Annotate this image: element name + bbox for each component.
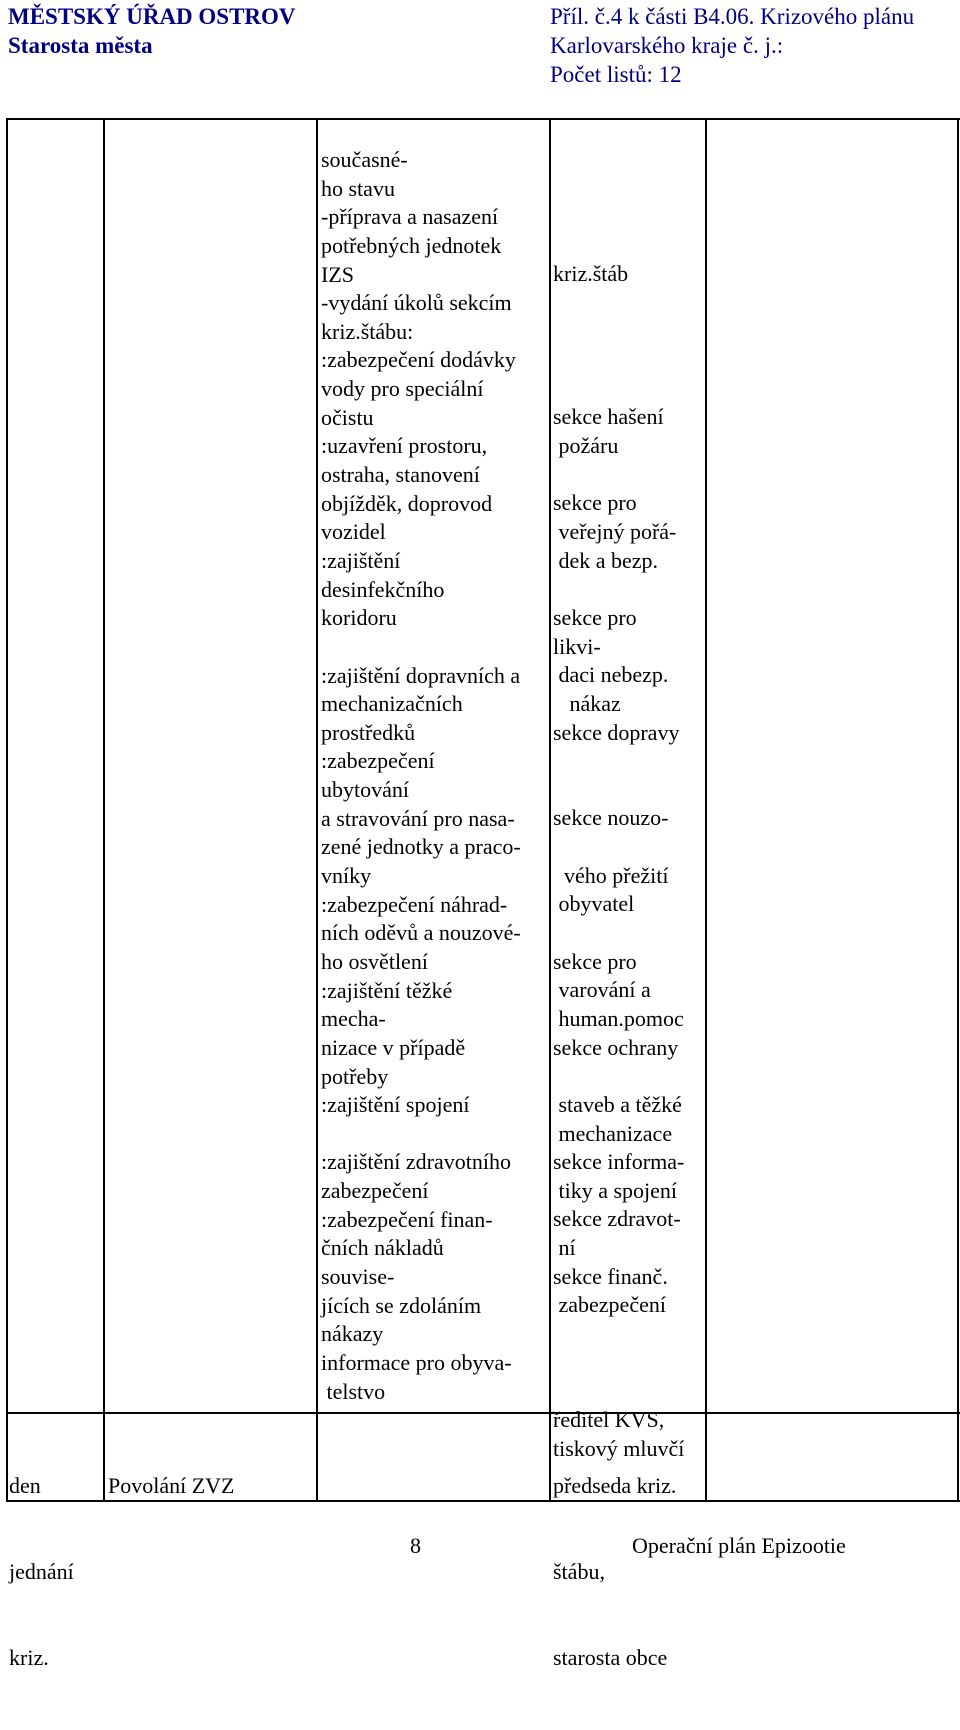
office-name: MĚSTSKÝ ÚŘAD OSTROV xyxy=(8,4,296,29)
responsible-line: štábu, xyxy=(553,1559,605,1585)
last-row-responsible-cell xyxy=(553,1415,676,1730)
responsible-line xyxy=(553,1320,684,1349)
activity-line: zené jednotky a praco- xyxy=(321,834,521,860)
responsible-line xyxy=(553,318,684,347)
responsible-line: požáru xyxy=(553,433,619,459)
activity-line: a stravování pro nasa- xyxy=(321,805,515,831)
activity-line: :zajištění dopravních a xyxy=(321,662,521,688)
responsible-line xyxy=(553,1377,684,1406)
responsible-line: vého přežití xyxy=(553,862,669,888)
responsible-line: sekce finanč. xyxy=(553,1263,668,1289)
activity-line: vody pro speciální xyxy=(321,376,484,402)
office-role: Starosta města xyxy=(8,33,153,58)
responsible-line: human.pomoc xyxy=(553,1005,684,1031)
col-border-3 xyxy=(549,118,551,1502)
responsible-line: obyvatel xyxy=(553,891,635,917)
col-border-5 xyxy=(957,118,959,1502)
activity-line: ních oděvů a nouzové- xyxy=(321,920,521,946)
activity-line: -vydání úkolů sekcím xyxy=(321,290,512,316)
responsible-line xyxy=(553,375,684,404)
attachment-ref: Příl. č.4 k části B4.06. Krizového plánu xyxy=(550,4,915,29)
responsible-line: sekce ochrany xyxy=(553,1034,679,1060)
activity-line: koridoru xyxy=(321,605,397,631)
activity-line: prostředků xyxy=(321,719,416,745)
activity-line: ho osvětlení xyxy=(321,948,428,974)
responsible-line: starosta obce xyxy=(553,1645,668,1671)
activity-line xyxy=(321,1120,521,1149)
responsible-line xyxy=(553,776,684,805)
activity-line xyxy=(321,633,521,662)
col-border-4 xyxy=(705,118,707,1502)
responsible-line xyxy=(553,232,684,261)
responsible-line: zabezpečení xyxy=(553,1292,666,1318)
activity-line: kriz.štábu: xyxy=(321,318,414,344)
responsible-line xyxy=(553,575,684,604)
responsible-line: mechanizace xyxy=(553,1120,673,1146)
activity-line: :zajištění xyxy=(321,547,401,573)
page-number: 8 xyxy=(410,1533,421,1558)
responsible-line: sekce dopravy xyxy=(553,719,680,745)
responsible-line: sekce zdravot- xyxy=(553,1206,681,1232)
activity-line: mechanizačních xyxy=(321,691,463,717)
last-row-task-cell xyxy=(108,1415,235,1558)
activity-line: jících se zdoláním xyxy=(321,1292,482,1318)
activity-line: :zabezpečení xyxy=(321,748,435,774)
time-line: jednání xyxy=(9,1559,74,1585)
responsible-line: sekce nouzo- xyxy=(553,805,669,831)
responsible-line xyxy=(553,1349,684,1378)
responsible-line: varování a xyxy=(553,977,651,1003)
responsible-line xyxy=(553,919,684,948)
last-row-time-cell xyxy=(9,1415,74,1730)
region-ref: Karlovarského kraje č. j.: xyxy=(550,33,784,58)
responsible-line: dek a bezp. xyxy=(553,547,659,573)
responsible-line: ředitel KVS, xyxy=(553,1406,665,1432)
activity-line: nizace v případě xyxy=(321,1034,466,1060)
responsible-line: daci nebezp. xyxy=(553,662,669,688)
col-border-0 xyxy=(6,118,8,1502)
responsible-line: sekce pro xyxy=(553,490,637,516)
responsible-line: tiskový mluvčí xyxy=(553,1435,685,1461)
responsible-line: ní xyxy=(553,1235,576,1261)
responsible-line: sekce pro xyxy=(553,948,637,974)
activity-line: mecha- xyxy=(321,1006,386,1032)
activity-line: vozidel xyxy=(321,519,386,545)
activity-line: desinfekčního xyxy=(321,576,445,602)
activity-column xyxy=(321,146,521,1406)
activity-line: IZS xyxy=(321,261,354,287)
activity-line: potřeby xyxy=(321,1063,389,1089)
activity-line: objížděk, doprovod xyxy=(321,490,493,516)
time-line: den xyxy=(9,1473,41,1499)
responsible-line xyxy=(553,833,684,862)
activity-line: ubytování xyxy=(321,777,409,803)
activity-line: očistu xyxy=(321,404,374,430)
activity-line: současné- xyxy=(321,147,408,172)
responsible-line: likvi- xyxy=(553,633,601,659)
activity-line: :zabezpečení finan- xyxy=(321,1206,493,1232)
activity-line: čních nákladů xyxy=(321,1235,444,1261)
responsible-line: tiky a spojení xyxy=(553,1177,678,1203)
activity-line: potřebných jednotek xyxy=(321,232,502,258)
activity-line: :uzavření prostoru, xyxy=(321,433,488,459)
activity-line: souvise- xyxy=(321,1263,395,1289)
activity-line: zabezpečení xyxy=(321,1178,429,1204)
responsible-line: kriz.štáb xyxy=(553,261,629,287)
responsible-line xyxy=(553,747,684,776)
activity-line: :zabezpečení dodávky xyxy=(321,347,516,373)
responsible-line: předseda kriz. xyxy=(553,1473,677,1499)
responsible-line: nákaz xyxy=(553,690,621,716)
responsible-line: sekce hašení xyxy=(553,404,664,430)
responsible-line xyxy=(553,289,684,318)
responsible-column xyxy=(553,203,684,1463)
responsible-line xyxy=(553,461,684,490)
header-left xyxy=(8,2,296,60)
sheet-count: Počet listů: 12 xyxy=(550,62,682,87)
time-line: kriz. xyxy=(9,1645,49,1671)
responsible-line xyxy=(553,203,684,232)
responsible-line xyxy=(553,1062,684,1091)
footer-title: Operační plán Epizootie xyxy=(632,1533,846,1558)
activity-line: :zajištění spojení xyxy=(321,1092,470,1118)
responsible-line xyxy=(553,346,684,375)
responsible-line: sekce pro xyxy=(553,604,637,630)
table-row-divider xyxy=(6,1412,960,1414)
activity-line: :zajištění zdravotního xyxy=(321,1149,511,1175)
activity-line: :zabezpečení náhrad- xyxy=(321,891,508,917)
header-right xyxy=(550,2,914,89)
activity-line: vníky xyxy=(321,863,372,889)
activity-line: informace pro obyva- xyxy=(321,1349,512,1375)
activity-line: ostraha, stanovení xyxy=(321,462,480,488)
activity-line: :zajištění těžké xyxy=(321,977,453,1003)
activity-line: telstvo xyxy=(321,1378,386,1404)
activity-line: -příprava a nasazení xyxy=(321,204,499,230)
activity-line: ho stavu xyxy=(321,175,395,201)
col-border-2 xyxy=(316,118,318,1502)
col-border-1 xyxy=(103,118,105,1502)
responsible-line: veřejný pořá- xyxy=(553,519,677,545)
responsible-line: sekce informa- xyxy=(553,1149,685,1175)
table-top-border xyxy=(6,118,960,120)
activity-line: nákazy xyxy=(321,1321,384,1347)
task-line: Povolání ZVZ xyxy=(108,1473,235,1499)
responsible-line: staveb a těžké xyxy=(553,1091,682,1117)
